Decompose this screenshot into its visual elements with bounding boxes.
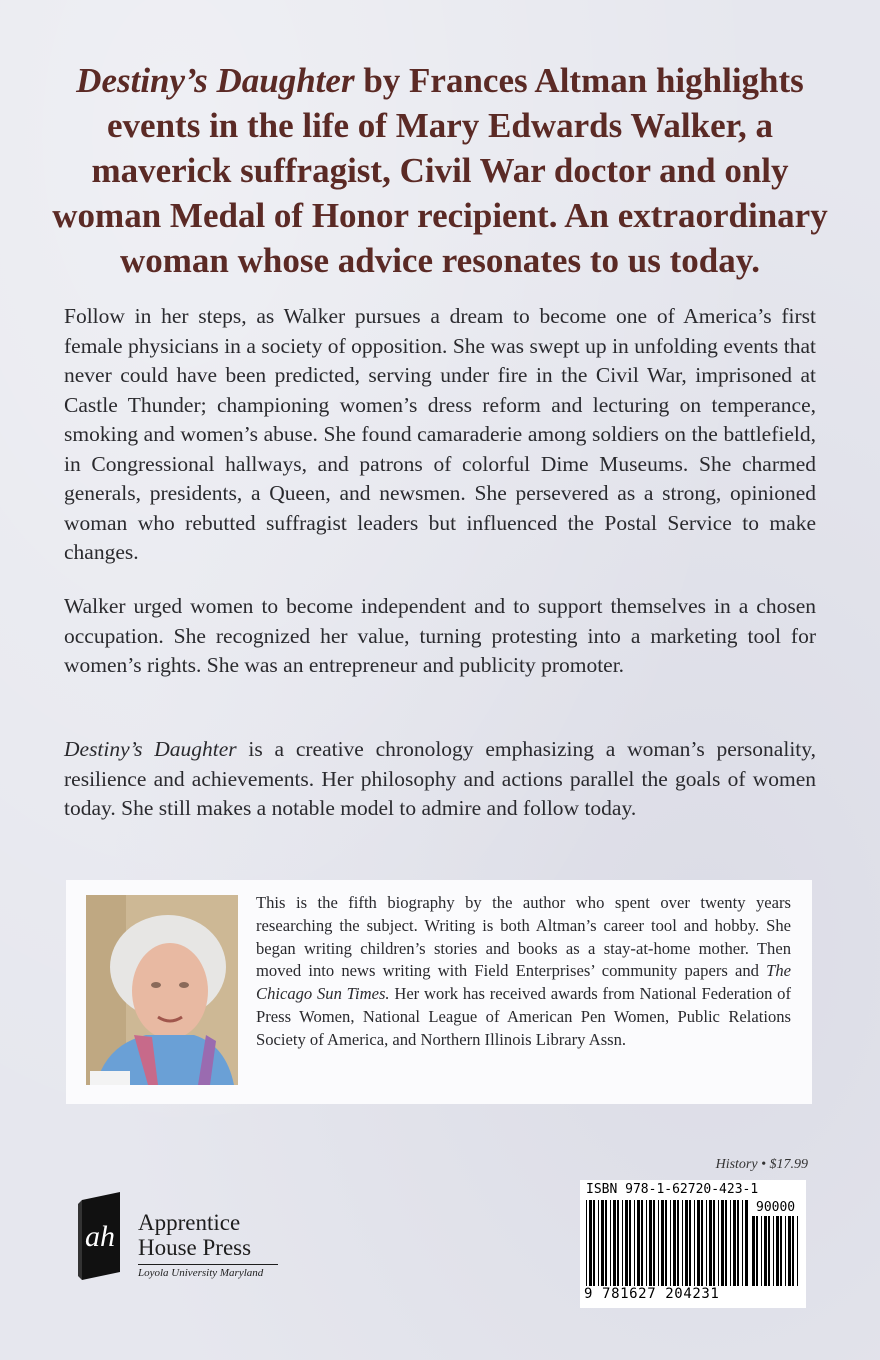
barcode-bar — [709, 1200, 712, 1286]
barcode-bar — [673, 1200, 676, 1286]
barcode-bar — [658, 1200, 659, 1286]
barcode-bar — [646, 1200, 647, 1286]
barcode-bar — [670, 1200, 671, 1286]
monogram-text: ah — [85, 1220, 115, 1253]
headline-text: by Frances Altman highlights events in the life of Mary Edwards Walker, a maverick suffragist, Civil War doctor and only woman Medal of Honor recipient. An extraordinary woman whose advice resonates to us today. — [52, 61, 828, 280]
barcode-bar — [685, 1200, 688, 1286]
author-bio-box — [66, 880, 812, 1104]
bio-text-part-2: Her work has received awards from National Federation of Press Women, National League of American Pen Women, Public Relations Society of America, and Northern Illinois Library Assn. — [256, 984, 792, 1049]
barcode-bar — [622, 1200, 623, 1286]
barcode-bar — [730, 1200, 731, 1286]
publisher-affiliation: Loyola University Maryland — [138, 1264, 278, 1279]
barcode-bar — [785, 1216, 786, 1286]
barcode-bar — [649, 1200, 652, 1286]
barcode-bar — [737, 1200, 739, 1286]
barcode-bar — [797, 1216, 798, 1286]
paragraph-3-text: is a creative chronology emphasizing a woman’s personality, resilience and achievements. Her philosophy and actions parallel the goals of women today. She still makes a notable model to admire and follow today. — [64, 737, 816, 820]
barcode-bar — [713, 1200, 715, 1286]
barcode-bar — [593, 1200, 595, 1286]
barcode-bar — [773, 1216, 774, 1286]
barcode-bar — [610, 1200, 611, 1286]
barcode-addon-number: 90000 — [756, 1200, 796, 1215]
barcode-bar — [768, 1216, 770, 1286]
author-photo — [86, 895, 238, 1085]
description-paragraph-1: Follow in her steps, as Walker pursues a dream to become one of America’s first female physicians in a society of opposition. She was swept up in unfolding events that never could have been predicted, serving under fire in the Civil War, imprisoned at Castle Thunder; championing women’s dress reform and lecturing on temperance, smoking and women’s abuse. She found camaraderie among soldiers on the battlefield, in Congressional hallways, and patrons of colorful Dime Museums. She charmed generals, presidents, a Queen, and newsmen. She persevered as a strong, opinioned woman who rebutted suffragist leaders but influenced the Postal Service to make changes. — [64, 304, 816, 564]
book-title-inline: Destiny’s Daughter — [64, 737, 237, 761]
barcode-bar — [677, 1200, 679, 1286]
barcode-bar — [586, 1200, 587, 1286]
addon-barcode-bars — [752, 1216, 802, 1286]
barcode-bar — [761, 1216, 762, 1286]
book-title: Destiny’s Daughter — [76, 61, 355, 100]
barcode-bar — [792, 1216, 794, 1286]
barcode-bar — [718, 1200, 719, 1286]
publisher-name-line-2: House Press — [138, 1235, 252, 1260]
barcode-bar — [661, 1200, 664, 1286]
barcode-bar — [613, 1200, 616, 1286]
barcode-bar — [637, 1200, 640, 1286]
barcode-bar — [629, 1200, 631, 1286]
publisher-logo — [78, 1188, 278, 1288]
barcode-bar — [742, 1200, 743, 1286]
barcode-bar — [653, 1200, 655, 1286]
barcode-bar — [776, 1216, 779, 1286]
barcode — [580, 1180, 806, 1308]
barcode-bar — [589, 1200, 592, 1286]
newspaper-name: The Chicago Sun Times. — [256, 961, 791, 1004]
barcode-bar — [634, 1200, 635, 1286]
barcode-bar — [689, 1200, 691, 1286]
description-paragraph-2: Walker urged women to become independent and to support themselves in a chosen occupation. She recognized her value, turning protesting into a marketing tool for women’s rights. She was an entrepreneur and publicity promoter. — [64, 594, 816, 677]
barcode-bar — [701, 1200, 703, 1286]
barcode-bar — [788, 1216, 791, 1286]
barcode-bar — [756, 1216, 758, 1286]
barcode-bar — [665, 1200, 667, 1286]
category-price: History • $17.99 — [715, 1157, 808, 1172]
barcode-bar — [694, 1200, 695, 1286]
barcode-bar — [601, 1200, 604, 1286]
barcode-bar — [752, 1216, 755, 1286]
book-monogram-icon — [78, 1192, 128, 1280]
barcode-bar — [706, 1200, 707, 1286]
publisher-name — [138, 1210, 278, 1260]
author-bio-text — [256, 892, 791, 1052]
ean-number: 9 781627 204231 — [584, 1286, 720, 1302]
barcode-bar — [605, 1200, 607, 1286]
barcode-bar — [733, 1200, 736, 1286]
barcode-bar — [617, 1200, 619, 1286]
ean-barcode-bars — [586, 1200, 750, 1286]
publisher-name-line-1: Apprentice — [138, 1210, 241, 1235]
barcode-bar — [745, 1200, 748, 1286]
bio-text-part-1: This is the fifth biography by the author who spent over twenty years researching the subject. Writing is both Altman’s career tool and hobby. She began writing children’s stories and books as a stay-at-home mother. Then moved into news writing with Field Enterprises’ community papers and — [256, 893, 791, 981]
barcode-bar — [780, 1216, 782, 1286]
barcode-bar — [641, 1200, 643, 1286]
barcode-bar — [625, 1200, 628, 1286]
isbn-label: ISBN 978-1-62720-423-1 — [586, 1182, 759, 1197]
barcode-bar — [725, 1200, 727, 1286]
description-paragraph-3 — [64, 735, 816, 824]
barcode-bar — [721, 1200, 724, 1286]
barcode-bar — [697, 1200, 700, 1286]
barcode-bar — [682, 1200, 683, 1286]
barcode-bar — [764, 1216, 767, 1286]
headline — [50, 58, 830, 283]
barcode-bar — [598, 1200, 599, 1286]
